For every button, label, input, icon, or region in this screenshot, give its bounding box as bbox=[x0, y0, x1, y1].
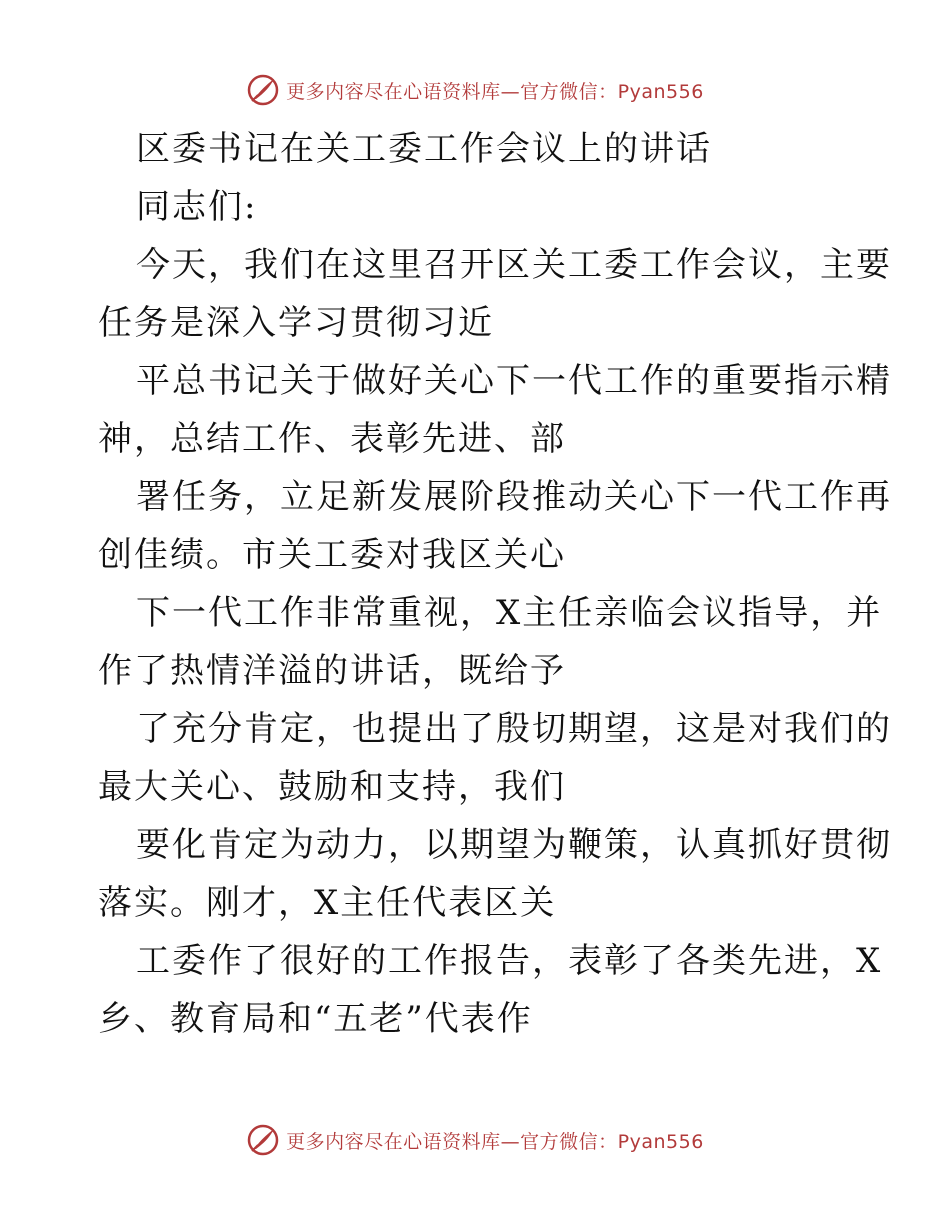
watermark-text: 更多内容尽在心语资料库—官方微信：Pyan556 bbox=[286, 80, 704, 103]
paragraph-line: 下一代工作非常重视，X主任亲临会议指导，并 bbox=[136, 593, 883, 633]
document-title: 区委书记在关工委工作会议上的讲话 bbox=[136, 129, 712, 169]
paragraph-line: 要化肯定为动力，以期望为鞭策，认真抓好贯彻 bbox=[136, 825, 892, 865]
paragraph-line: 乡、教育局和“五老”代表作 bbox=[98, 999, 533, 1039]
paragraph-line: 工委作了很好的工作报告，表彰了各类先进，X bbox=[136, 941, 883, 981]
paragraph-line: 了充分肯定，也提出了殷切期望，这是对我们的 bbox=[136, 709, 892, 749]
document-body bbox=[98, 120, 892, 1048]
paragraph-line: 作了热情洋溢的讲话，既给予 bbox=[98, 651, 566, 691]
watermark-text: 更多内容尽在心语资料库—官方微信：Pyan556 bbox=[286, 1130, 704, 1153]
salutation: 同志们: bbox=[136, 187, 258, 227]
paragraph-line: 任务是深入学习贯彻习近 bbox=[98, 303, 494, 343]
paragraph-line: 落实。刚才，X主任代表区关 bbox=[98, 883, 557, 923]
footer-watermark bbox=[0, 1120, 950, 1160]
paragraph-line: 署任务，立足新发展阶段推动关心下一代工作再 bbox=[136, 477, 892, 517]
feather-pen-logo-icon bbox=[246, 1123, 280, 1157]
paragraph-line: 平总书记关于做好关心下一代工作的重要指示精 bbox=[136, 361, 892, 401]
feather-pen-logo-icon bbox=[246, 73, 280, 107]
paragraph-line: 神，总结工作、表彰先进、部 bbox=[98, 419, 566, 459]
paragraph-line: 今天，我们在这里召开区关工委工作会议，主要 bbox=[136, 245, 892, 285]
header-watermark bbox=[0, 70, 950, 110]
paragraph-line: 最大关心、鼓励和支持，我们 bbox=[98, 767, 566, 807]
paragraph-line: 创佳绩。市关工委对我区关心 bbox=[98, 535, 566, 575]
